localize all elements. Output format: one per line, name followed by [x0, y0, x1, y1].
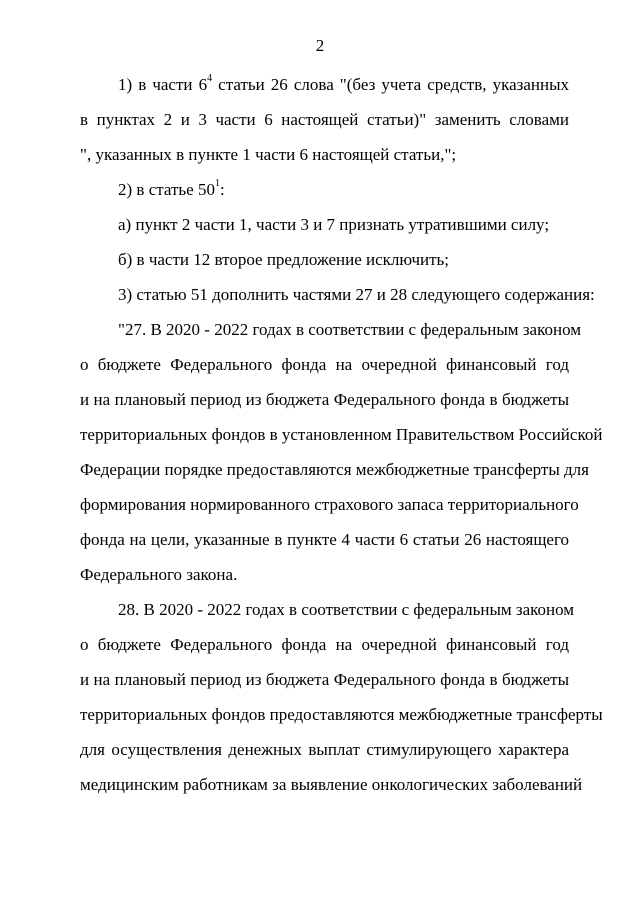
text-line-15: Федерального закона. [80, 565, 238, 584]
text-line-10: и на плановый период из бюджета Федерального фонда в бюджеты [80, 390, 569, 409]
text-line-12: Федерации порядке предоставляются межбюджетные трансферты для [80, 460, 589, 479]
text-line-17: о бюджете Федерального фонда на очередной финансовый год [80, 635, 569, 654]
text-line-11: территориальных фондов в установленном Правительством Российской [80, 425, 603, 444]
text-line-5: а) пункт 2 части 1, части 3 и 7 признать утратившими силу; [118, 215, 550, 234]
text-line-2: в пунктах 2 и 3 части 6 настоящей статьи)" заменить словами [80, 110, 569, 129]
text-line-7: 3) статью 51 дополнить частями 27 и 28 следующего содержания: [118, 285, 595, 304]
text-line-21: медицинским работникам за выявление онкологических заболеваний [80, 775, 583, 794]
page-number: 2 [315, 36, 325, 55]
text-line-16: 28. В 2020 - 2022 годах в соответствии с федеральным законом [118, 600, 575, 619]
text-line-1-part-a: 1) в части 6 [118, 75, 208, 94]
text-line-6: б) в части 12 второе предложение исключить; [118, 250, 449, 269]
text-line-20: для осуществления денежных выплат стимулирующего характера [80, 740, 569, 759]
superscript-1: 1 [214, 178, 220, 190]
text-line-3: ", указанных в пункте 1 части 6 настоящей статьи,"; [80, 145, 457, 164]
text-line-4-part-b: : [219, 180, 225, 199]
text-line-19: территориальных фондов предоставляются межбюджетные трансферты [80, 705, 603, 724]
text-line-1 [118, 75, 569, 95]
text-line-1-part-b: статьи 26 слова "(без учета средств, указанных [212, 75, 569, 94]
text-line-13: формирования нормированного страхового запаса территориального [80, 495, 579, 514]
superscript-4: 4 [207, 73, 213, 85]
text-line-4 [118, 180, 569, 200]
text-line-8: "27. В 2020 - 2022 годах в соответствии с федеральным законом [118, 320, 582, 339]
text-line-9: о бюджете Федерального фонда на очередной финансовый год [80, 355, 569, 374]
text-line-18: и на плановый период из бюджета Федерального фонда в бюджеты [80, 670, 569, 689]
text-line-4-part-a: 2) в статье 50 [118, 180, 215, 199]
text-line-14: фонда на цели, указанные в пункте 4 части 6 статьи 26 настоящего [80, 530, 569, 549]
